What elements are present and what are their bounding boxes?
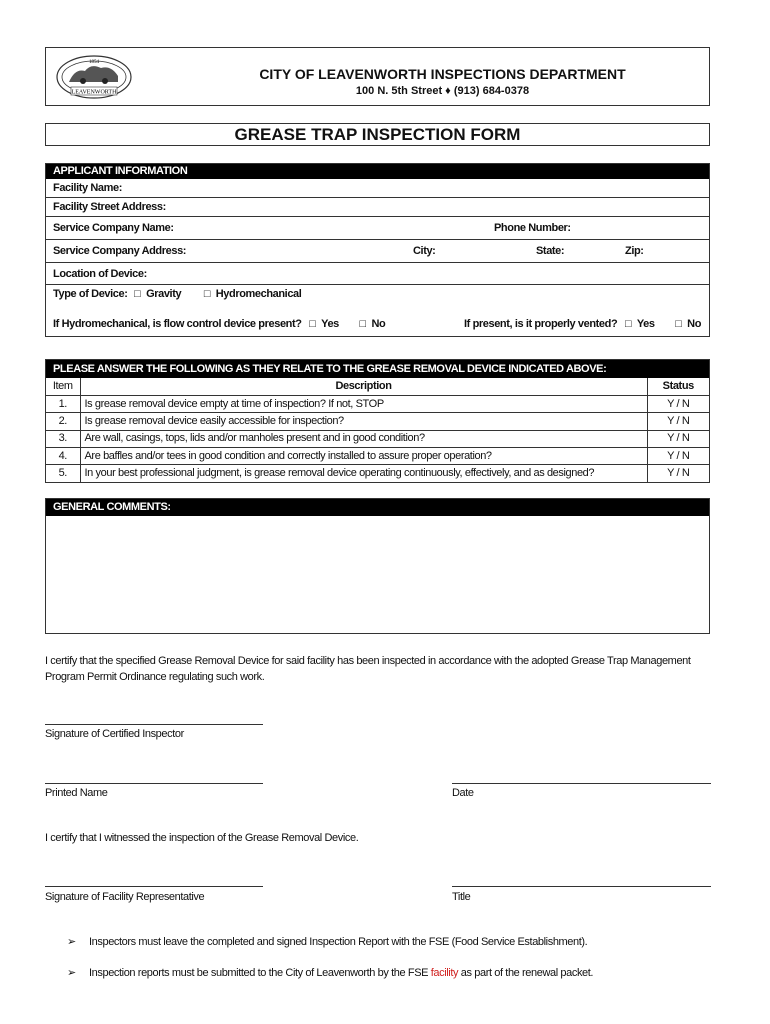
vented-question: If present, is it properly vented? [464, 318, 618, 330]
item-number: 2. [46, 413, 80, 430]
arrow-bullet-icon: ➢ [67, 967, 76, 979]
title-line[interactable] [452, 886, 711, 887]
city-label: City: [413, 245, 436, 257]
bullet-text-end: as part of the renewal packet. [458, 967, 594, 979]
item-status[interactable]: Y / N [647, 430, 709, 447]
gravity-checkbox[interactable]: □ [134, 288, 141, 300]
city-seal-logo [55, 54, 133, 100]
questions-section [45, 359, 710, 483]
letterhead [45, 47, 710, 106]
gravity-label: Gravity [146, 288, 182, 300]
item-description: Are baffles and/or tees in good condition and correctly installed to assure proper operation? [80, 448, 647, 465]
bullet-text: Inspection reports must be submitted to the City of Leavenworth by the FSE [89, 967, 431, 979]
vented-line [464, 318, 701, 330]
svg-text:1854: 1854 [89, 60, 99, 65]
item-description: Is grease removal device empty at time of inspection? If not, STOP [80, 395, 647, 412]
vented-yes-checkbox[interactable]: □ [624, 318, 632, 330]
facility-street-row[interactable] [46, 197, 709, 216]
date-label: Date [452, 787, 474, 799]
flow-no-label: No [371, 318, 386, 330]
item-status[interactable]: Y / N [647, 448, 709, 465]
item-number: 4. [46, 448, 80, 465]
table-row [46, 430, 709, 447]
facility-signature-label: Signature of Facility Representative [45, 891, 205, 903]
inspector-signature-line[interactable] [45, 724, 263, 725]
item-description: Is grease removal device easily accessible for inspection? [80, 413, 647, 430]
item-description: In your best professional judgment, is grease removal device operating continuously, effectively, and as designed? [80, 465, 647, 482]
phone-number-label: Phone Number: [494, 222, 571, 234]
comments-heading: GENERAL COMMENTS: [46, 499, 709, 516]
table-row [46, 448, 709, 465]
facility-street-label: Facility Street Address: [53, 201, 166, 213]
bullet-text: Inspectors must leave the completed and signed Inspection Report with the FSE (Food Service Establishment). [89, 936, 588, 948]
flow-control-line [53, 318, 385, 330]
service-company-row[interactable] [46, 216, 709, 239]
applicant-heading: APPLICANT INFORMATION [46, 164, 709, 179]
hydromechanical-label: Hydromechanical [215, 288, 302, 300]
item-description: Are wall, casings, tops, lids and/or manholes present and in good condition? [80, 430, 647, 447]
inspector-signature-label: Signature of Certified Inspector [45, 728, 184, 740]
list-item [67, 935, 587, 948]
item-number: 1. [46, 395, 80, 412]
flow-yes-checkbox[interactable]: □ [309, 318, 316, 330]
flow-no-checkbox[interactable]: □ [359, 318, 366, 330]
service-company-name-label: Service Company Name: [53, 222, 174, 234]
title-label: Title [452, 891, 471, 903]
facility-name-label: Facility Name: [53, 182, 122, 194]
vented-no-label: No [687, 318, 702, 330]
comments-section [45, 498, 710, 634]
date-line[interactable] [452, 783, 711, 784]
type-label: Type of Device: [53, 288, 128, 300]
witness-certification: I certify that I witnessed the inspection of the Grease Removal Device. [45, 832, 359, 844]
type-of-device-line [53, 288, 301, 300]
questions-header-row [46, 378, 709, 395]
item-number: 5. [46, 465, 80, 482]
col-description-header: Description [80, 378, 647, 395]
svg-text:LEAVENWORTH: LEAVENWORTH [71, 89, 117, 96]
table-row [46, 465, 709, 482]
applicant-section [45, 163, 710, 337]
form-title: GREASE TRAP INSPECTION FORM [45, 123, 710, 146]
facility-name-row[interactable] [46, 179, 709, 197]
zip-label: Zip: [625, 245, 644, 257]
flow-yes-label: Yes [321, 318, 339, 330]
questions-table [46, 378, 709, 482]
col-status-header: Status [647, 378, 709, 395]
printed-name-line[interactable] [45, 783, 263, 784]
item-status[interactable]: Y / N [647, 413, 709, 430]
location-label: Location of Device: [53, 268, 147, 280]
state-label: State: [536, 245, 565, 257]
vented-no-checkbox[interactable]: □ [675, 318, 682, 330]
vented-yes-label: Yes [636, 318, 655, 330]
comments-area[interactable] [46, 516, 709, 633]
col-item-header: Item [46, 378, 80, 395]
department-name: CITY OF LEAVENWORTH INSPECTIONS DEPARTMENT [259, 66, 626, 82]
device-type-row [46, 284, 709, 336]
location-row[interactable] [46, 262, 709, 284]
service-company-address-label: Service Company Address: [53, 245, 187, 257]
inspector-certification: I certify that the specified Grease Removal Device for said facility has been inspected in accordance with the adopted Grease Trap Management Program Permit Ordinance regulating such work. [45, 655, 691, 683]
facility-signature-line[interactable] [45, 886, 263, 887]
service-address-row[interactable] [46, 239, 709, 262]
table-row [46, 395, 709, 412]
department-address: 100 N. 5th Street ♦ (913) 684-0378 [355, 85, 530, 97]
hydromechanical-checkbox[interactable]: □ [203, 288, 211, 300]
arrow-bullet-icon: ➢ [67, 936, 76, 948]
item-number: 3. [46, 430, 80, 447]
facility-highlight: facility [430, 967, 459, 979]
printed-name-label: Printed Name [45, 787, 108, 799]
questions-heading: PLEASE ANSWER THE FOLLOWING AS THEY RELATE TO THE GREASE REMOVAL DEVICE INDICATED ABOVE: [46, 360, 709, 378]
list-item [67, 966, 593, 979]
item-status[interactable]: Y / N [647, 465, 709, 482]
flow-control-question: If Hydromechanical, is flow control device present? [53, 318, 302, 330]
table-row [46, 413, 709, 430]
item-status[interactable]: Y / N [647, 395, 709, 412]
